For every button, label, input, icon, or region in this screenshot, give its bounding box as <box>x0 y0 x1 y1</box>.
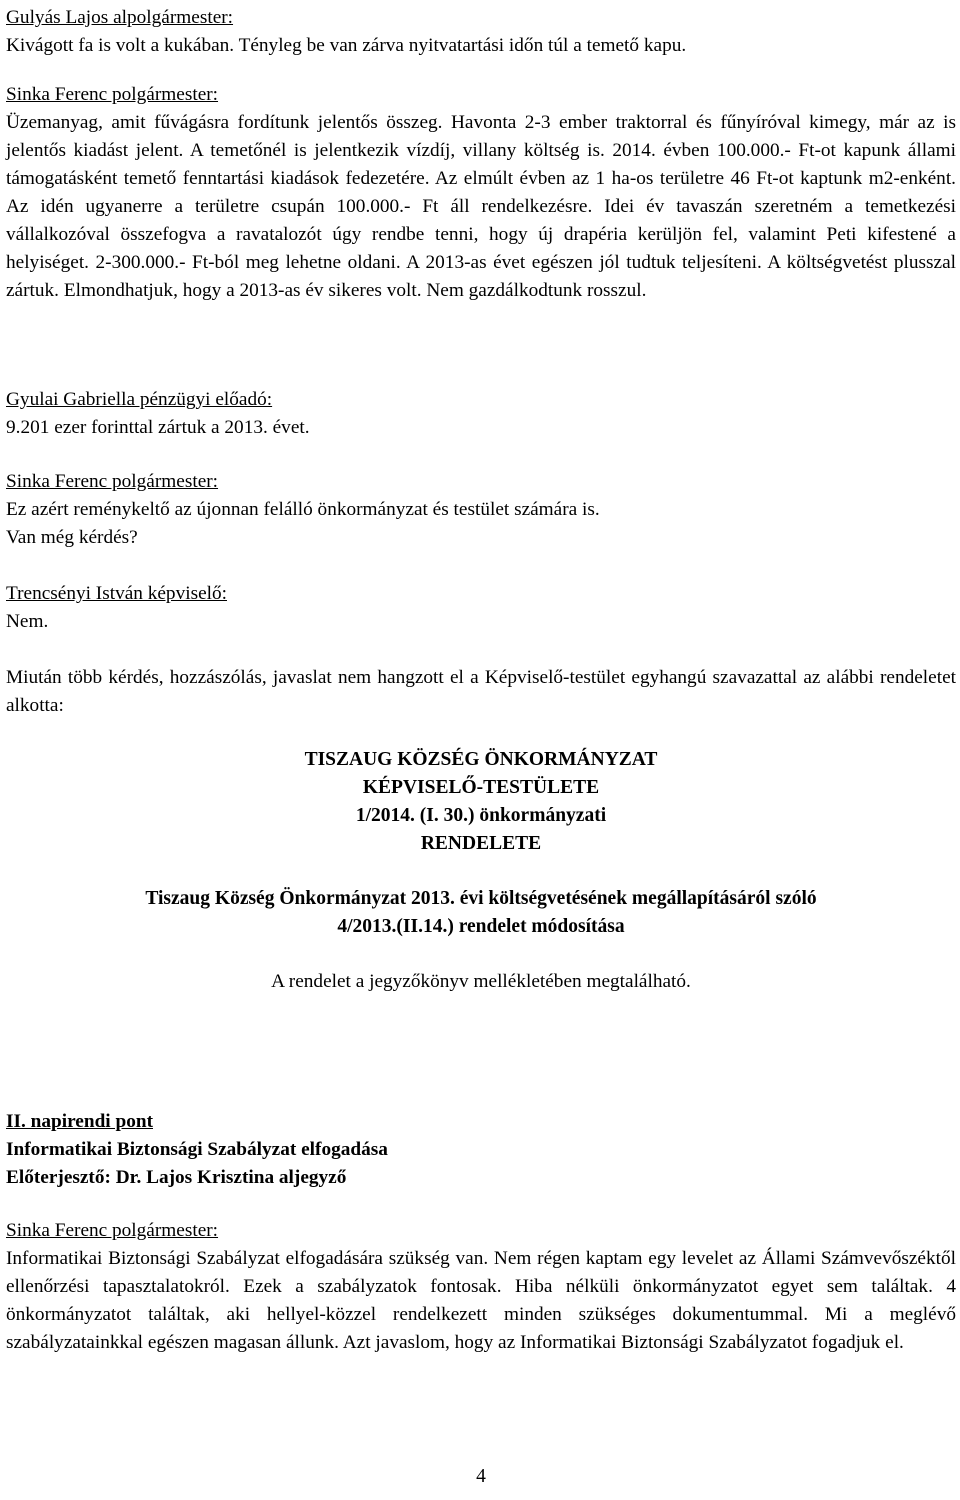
agenda-item <box>6 1108 956 1192</box>
speech-text: 9.201 ezer forinttal zártuk a 2013. évet. <box>6 417 310 438</box>
agenda-item-title: Informatikai Biztonsági Szabályzat elfogadása <box>6 1139 388 1160</box>
speaker-name: Sinka Ferenc polgármester: <box>6 471 219 492</box>
speech-text: Nem. <box>6 611 49 632</box>
decree-heading-line-3: 1/2014. (I. 30.) önkormányzati <box>355 805 607 826</box>
decree-note <box>6 968 956 996</box>
speaker-name: Trencsényi István képviselő: <box>6 583 227 604</box>
decree-heading-line-4: RENDELETE <box>420 833 542 854</box>
decree-heading <box>6 746 956 858</box>
speaker-name: Sinka Ferenc polgármester: <box>6 1220 219 1241</box>
resolution-paragraph <box>6 664 956 720</box>
agenda-item-presenter: Előterjesztő: Dr. Lajos Krisztina aljegyző <box>6 1167 347 1188</box>
decree-subtitle-line-2: 4/2013.(II.14.) rendelet módosítása <box>337 916 625 937</box>
speech-block-6 <box>6 1217 956 1357</box>
speech-text-line-1: Ez azért reménykeltő az újonnan felálló önkormányzat és testület számára is. <box>6 499 600 520</box>
page-number: 4 <box>476 1466 486 1487</box>
speech-block-2 <box>6 81 956 305</box>
speaker-name: Gyulai Gabriella pénzügyi előadó: <box>6 389 273 410</box>
speech-text: Kivágott fa is volt a kukában. Tényleg be van zárva nyitvatartási időn túl a temető kapu. <box>6 35 687 56</box>
speech-text: Informatikai Biztonsági Szabályzat elfogadására szükség van. Nem régen kaptam egy levelet az Állami Számvevőszéktől ellenőrzési tapasztalatokról. Ezek a szabályzatok fontosak. Hiba nélküli önkormányzatot egyet sem találtak. 4 önkormányzatot találtak, aki hellyel-közzel rendelkezett minden szükséges dokumentummal. Mi a meglévő szabályzatainkkal egészen magasan állunk. Azt javaslom, hogy az Informatikai Biztonsági Szabályzatot fogadjuk el. <box>6 1248 956 1353</box>
speech-block-3 <box>6 386 956 442</box>
speaker-name: Gulyás Lajos alpolgármester: <box>6 7 234 28</box>
speech-text: Üzemanyag, amit fűvágásra fordítunk jelentős összeg. Havonta 2-3 ember traktorral és fűnyíróval kimegy, már az is jelentős kiadást jelent. A temetőnél is jelentkezik vízdíj, villany költség is. 2014. évben 100.000.- Ft-ot kapunk állami támogatásként temető fenntartási kiadások fedezetére. Az elmúlt évben az 1 ha-os területre 46 Ft-ot kaptunk m2-enként. Az idén ugyanerre a területre csupán 100.000.- Ft áll rendelkezésre. Idei év tavaszán szeretném a temetkezési vállalkozóval összefogva a ravatalozót úgy rendbe tenni, hogy új drapéria kerüljön fel, valamint Peti kifestené a helyiséget. 2-300.000.- Ft-ból meg lehetne oldani. A 2013-as évet egészen jól tudtuk teljesíteni. A költségvetést plusszal zártuk. Elmondhatjuk, hogy a 2013-as év sikeres volt. Nem gazdálkodtunk rosszul. <box>6 112 956 301</box>
speech-block-4 <box>6 468 956 552</box>
speech-block-1 <box>6 4 956 60</box>
speech-text-line-2: Van még kérdés? <box>6 527 138 548</box>
agenda-item-number: II. napirendi pont <box>6 1111 153 1132</box>
speaker-name: Sinka Ferenc polgármester: <box>6 84 219 105</box>
paragraph-text: Miután több kérdés, hozzászólás, javaslat nem hangzott el a Képviselő-testület egyhangú szavazattal az alábbi rendeletet alkotta: <box>6 667 956 716</box>
decree-note-text: A rendelet a jegyzőkönyv mellékletében megtalálható. <box>271 971 691 992</box>
decree-heading-line-2: KÉPVISELŐ-TESTÜLETE <box>362 777 600 798</box>
decree-subtitle-line-1: Tiszaug Község Önkormányzat 2013. évi költségvetésének megállapításáról szóló <box>145 888 817 909</box>
decree-heading-line-1: TISZAUG KÖZSÉG ÖNKORMÁNYZAT <box>304 749 658 770</box>
speech-block-5 <box>6 580 956 636</box>
decree-subtitle <box>6 885 956 941</box>
